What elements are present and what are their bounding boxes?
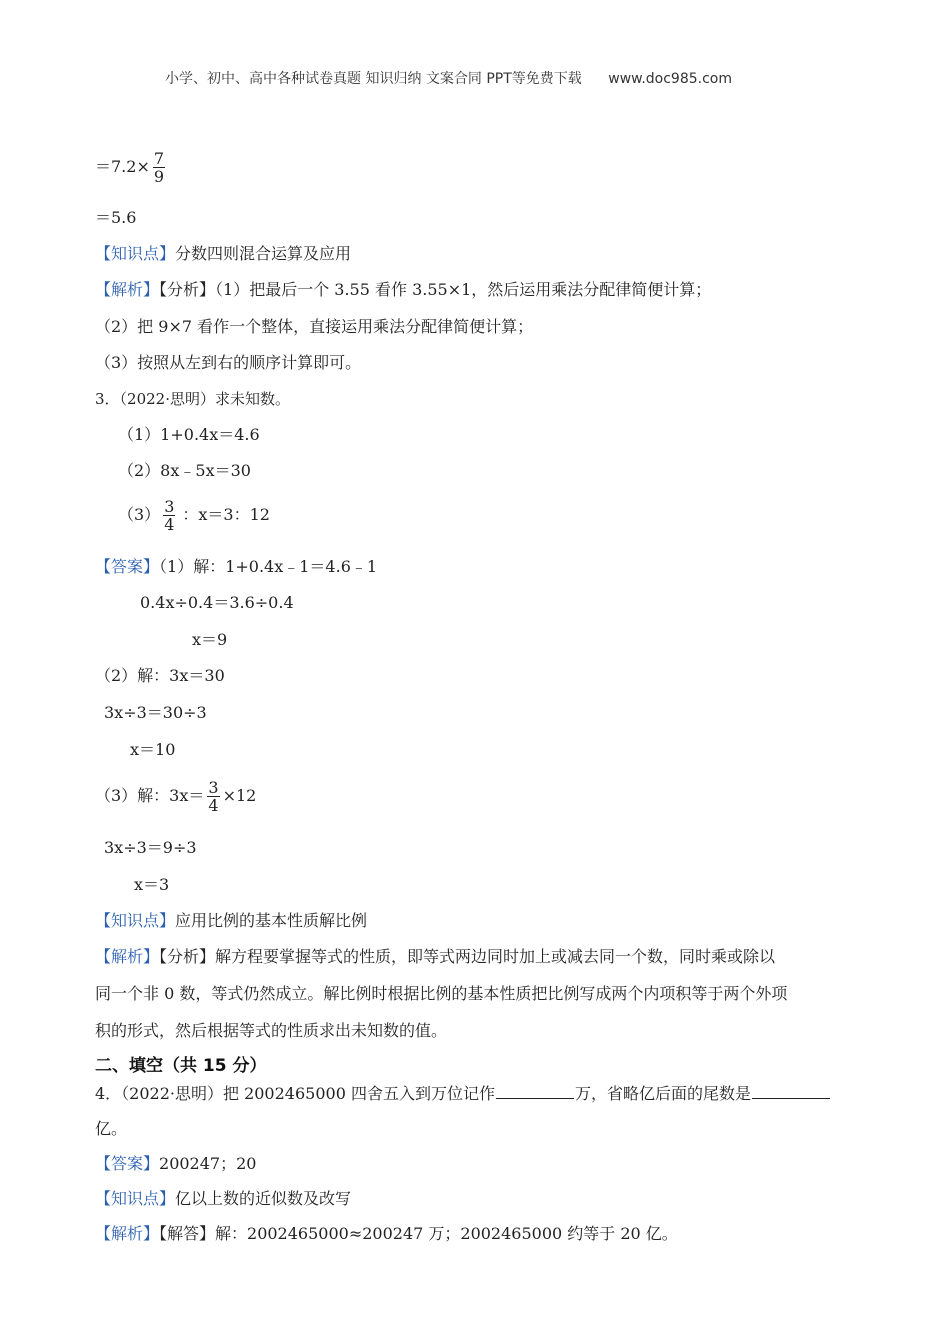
answer-line-6: x＝10 [130,740,176,759]
answer-line-8: 3x÷3＝9÷3 [104,838,197,857]
section-2-heading: 二、填空（共 15 分） [95,1056,267,1076]
answer-line-7 [95,779,256,814]
knowledge-tag: 【知识点】 [95,1189,176,1208]
header-banner [165,69,732,89]
fraction-3-4-answer [207,779,219,814]
answer-line-3: x＝9 [192,630,228,649]
answer-line-2: 0.4x÷0.4＝3.6÷0.4 [140,593,294,612]
header-site-link[interactable]: www.doc985.com [608,71,732,87]
question-4-line2: 亿。 [95,1119,128,1138]
answer-tag: 【答案】 [95,557,160,576]
answer-line-7-suffix: ×12 [222,786,257,805]
knowledge-tag: 【知识点】 [95,911,176,930]
analysis-line-1: 【分析】解方程要掌握等式的性质，即等式两边同时加上或减去同一个数，同时乘或除以 [159,947,776,966]
answer-line-9: x＝3 [134,875,170,894]
knowledge-text: 分数四则混合运算及应用 [175,244,352,263]
calc-line-fraction [95,150,168,185]
knowledge-point-3 [95,911,367,931]
knowledge-text: 亿以上数的近似数及改写 [175,1189,352,1208]
answer-line-5: 3x÷3＝30÷3 [104,703,207,722]
analysis-tag: 【解析】 [95,1224,160,1243]
header-banner-text: 小学、初中、高中各种试卷真题 知识归纳 文案合同 PPT等免费下载 [165,71,582,87]
analysis-1-line3: （3）按照从左到右的顺序计算即可。 [95,353,362,372]
answer-blank-1[interactable] [496,1083,574,1099]
analysis-text: 【解答】解：2002465000≈200247 万；2002465000 约等于 20 亿。 [159,1224,678,1243]
question-3-item-1: （1）1+0.4x＝4.6 [118,425,260,444]
analysis-3 [95,947,775,967]
analysis-tag: 【解析】 [95,280,160,299]
answer-4 [95,1154,256,1174]
analysis-3-line3: 积的形式，然后根据等式的性质求出未知数的值。 [95,1021,448,1040]
question-4-text-b: 万，省略亿后面的尾数是 [574,1084,751,1103]
question-3-item-3 [118,498,270,533]
answer-text: 200247；20 [159,1154,257,1173]
question-3-title: 3．（2022·思明）求未知数。 [95,390,290,408]
knowledge-text: 应用比例的基本性质解比例 [175,911,368,930]
analysis-text: 【分析】（1）把最后一个 3.55 看作 3.55×1，然后运用乘法分配律简便计算； [159,280,712,299]
knowledge-point-4 [95,1189,351,1209]
analysis-4 [95,1224,678,1244]
answer-3 [95,557,377,577]
fraction-7-9 [153,150,165,185]
analysis-3-line2: 同一个非 0 数，等式仍然成立。解比例时根据比例的基本性质把比例写成两个内项积等于两个外项 [95,984,788,1003]
answer-line-1: （1）解：1+0.4x﹣1＝4.6﹣1 [159,557,378,576]
analysis-tag: 【解析】 [95,947,160,966]
fraction-3-4 [163,498,175,533]
question-3-item-2: （2）8x﹣5x＝30 [118,461,251,480]
answer-tag: 【答案】 [95,1154,160,1173]
question-4-line1 [95,1083,831,1104]
knowledge-tag: 【知识点】 [95,244,176,263]
fraction-numerator: 3 [164,497,175,516]
fraction-denominator: 9 [153,167,165,186]
fraction-denominator: 4 [164,515,175,534]
answer-blank-2[interactable] [752,1083,830,1099]
fraction-numerator: 3 [208,778,219,797]
calc-line-prefix: ＝7.2× [95,157,150,176]
calc-line-result: ＝5.6 [95,208,137,227]
fraction-denominator: 4 [208,796,219,815]
knowledge-point-1 [95,244,351,264]
item-3-prefix: （3） [118,505,161,524]
question-4-text-a: 4．（2022·思明）把 2002465000 四舍五入到万位记作 [95,1084,495,1103]
fraction-numerator: 7 [153,149,165,168]
answer-line-7-prefix: （3）解：3x＝ [95,786,205,805]
analysis-1-line2: （2）把 9×7 看作一个整体，直接运用乘法分配律简便计算； [95,317,534,336]
answer-line-4: （2）解：3x＝30 [95,666,225,685]
analysis-1 [95,280,711,300]
item-3-suffix: ：x＝3：12 [182,505,270,524]
